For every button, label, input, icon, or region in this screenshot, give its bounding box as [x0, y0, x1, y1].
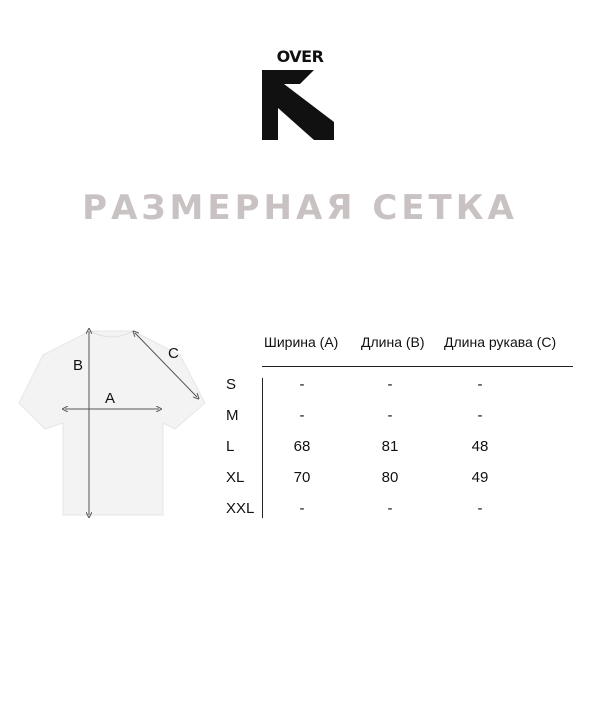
- size-cell: XXL: [226, 500, 255, 517]
- tshirt-diagram: [15, 325, 210, 520]
- dimension-label-b: B: [73, 357, 84, 374]
- length-cell: 80: [381, 469, 399, 486]
- size-cell: L: [226, 438, 235, 455]
- header-divider: [262, 366, 573, 367]
- column-header-width: Ширина (A): [264, 334, 339, 350]
- width-cell: -: [299, 500, 305, 517]
- page-title: РАЗМЕРНАЯ СЕТКА: [82, 188, 518, 228]
- width-cell: -: [299, 376, 305, 393]
- logo-wordmark: OVER: [276, 47, 324, 66]
- table-row: [220, 463, 580, 493]
- column-header-length: Длина (B): [361, 334, 425, 350]
- tshirt-icon: [15, 325, 210, 520]
- width-cell: 68: [293, 438, 311, 455]
- logo-arrow-icon: [262, 70, 338, 140]
- size-table: [220, 330, 580, 530]
- sleeve-cell: -: [477, 376, 483, 393]
- brand-logo: [262, 48, 338, 140]
- table-row: [220, 401, 580, 431]
- dimension-label-c: C: [168, 345, 179, 362]
- length-cell: -: [387, 500, 393, 517]
- width-cell: -: [299, 407, 305, 424]
- size-cell: XL: [226, 469, 245, 486]
- width-cell: 70: [293, 469, 311, 486]
- sleeve-cell: 48: [471, 438, 489, 455]
- size-cell: M: [226, 407, 239, 424]
- length-cell: -: [387, 376, 393, 393]
- table-row: [220, 494, 580, 524]
- length-cell: 81: [381, 438, 399, 455]
- column-header-sleeve: Длина рукава (C): [444, 334, 557, 350]
- table-row: [220, 432, 580, 462]
- dimension-label-a: A: [105, 390, 116, 407]
- sleeve-cell: -: [477, 407, 483, 424]
- sleeve-cell: 49: [471, 469, 489, 486]
- table-row: [220, 370, 580, 400]
- size-cell: S: [226, 376, 237, 393]
- sleeve-cell: -: [477, 500, 483, 517]
- length-cell: -: [387, 407, 393, 424]
